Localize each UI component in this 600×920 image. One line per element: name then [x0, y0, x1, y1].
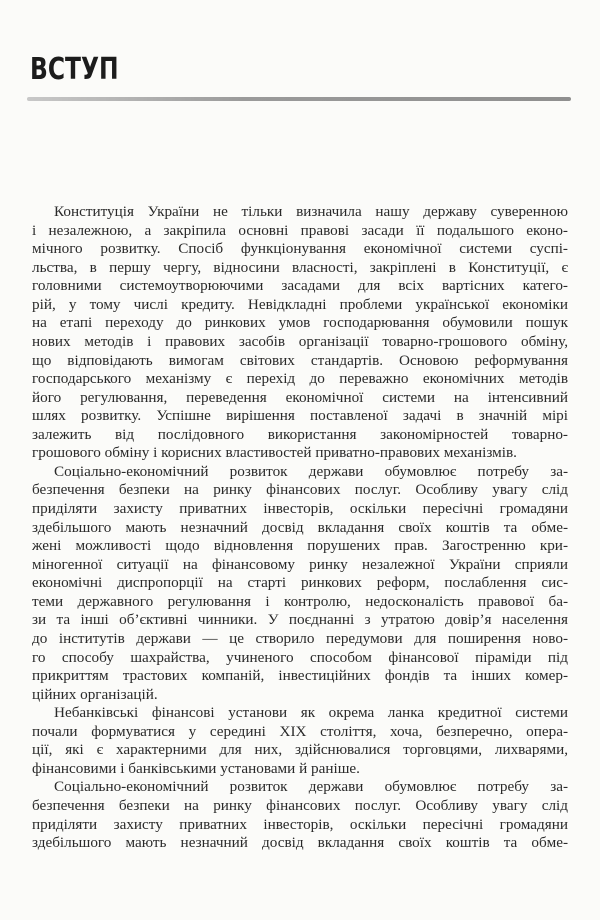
text-line: ційних організацій. — [32, 685, 158, 703]
body-text — [32, 203, 568, 853]
text-line: залежить від послідовного використання закономірностей товарно- — [32, 425, 568, 443]
text-line: льства, в першу чергу, відносини власності, закріплені в Конституції, є — [32, 258, 568, 276]
text-line: жені можливості щодо відновлення порушених прав. Загостренню кри- — [32, 537, 568, 555]
text-line: рій, у тому числі кредиту. Невідкладні проблеми української економіки — [32, 295, 568, 313]
text-line: Небанківські фінансові установи як окрема ланка кредитної системи — [54, 704, 568, 722]
text-line: здебільшого мають незначний досвід вкладання своїх коштів та обме- — [32, 518, 568, 536]
text-line: шлях розвитку. Успішне вирішення поставленої задачі в значній мірі — [32, 407, 568, 425]
text-line: до інститутів держави — це створило передумови для поширення ново- — [32, 629, 568, 647]
paragraph — [32, 704, 568, 778]
text-line: нових методів і правових засобів організації товарно-грошового обміну, — [32, 332, 568, 350]
text-line: міногенної ситуації на фінансовому ринку незалежної України сприяли — [32, 555, 568, 573]
text-line: головними системоутворюючими засадами для всіх вартісних катего- — [32, 277, 568, 295]
text-line: теми державного регулювання і контролю, недосконалість правової ба- — [32, 592, 568, 610]
text-line: його регулювання, переведення економічної системи на інтенсивний — [32, 388, 568, 406]
title-divider — [27, 97, 571, 101]
text-line: безпечення безпеки на ринку фінансових послуг. Особливу увагу слід — [32, 797, 568, 814]
text-line: безпечення безпеки на ринку фінансових послуг. Особливу увагу слід — [32, 481, 568, 499]
text-line: на етапі переходу до ринкових умов господарювання обумовили пошук — [32, 314, 568, 332]
text-line: ції, які є характерними для них, здійснювалися торговцями, лихварями, — [32, 741, 568, 759]
paragraph — [32, 778, 568, 852]
chapter-title: ВСТУП — [30, 52, 119, 87]
text-line: приділяти захисту приватних інвесторів, оскільки пересічні громадяни — [32, 500, 568, 517]
text-line: прикриттям трастових компаній, інвестиційних фондів та інших комер- — [32, 667, 568, 685]
text-line: і незалежною, а закріпила основні правові засади її подальшого еконо- — [32, 221, 568, 239]
text-line: мічного розвитку. Спосіб функціонування економічної системи суспі- — [32, 240, 568, 258]
text-line: грошового обміну і корисних властивостей приватно-правових механізмів. — [32, 444, 517, 462]
text-line: Соціально-економічний розвиток держави обумовлює потребу за- — [54, 778, 568, 796]
text-line: зи та інші об’єктивні чинники. У поєднанні з утратою довір’я населення — [32, 611, 568, 629]
text-line: економічні диспропорції на старті ринкових реформ, послаблення сис- — [32, 574, 568, 592]
text-line: Соціально-економічний розвиток держави обумовлює потребу за- — [54, 462, 568, 480]
paragraph — [32, 463, 568, 704]
text-line: го способу шахрайства, учиненого способом фінансової піраміди під — [32, 648, 568, 666]
text-line: фінансовими і банківськими установами й раніше. — [32, 759, 360, 777]
text-line: Конституція України не тільки визначила нашу державу суверенною — [54, 203, 568, 220]
text-line: що відповідають вимогам світових стандартів. Основою реформування — [32, 351, 568, 369]
text-line: приділяти захисту приватних інвесторів, оскільки пересічні громадяни — [32, 815, 568, 833]
text-line: здебільшого мають незначний досвід вкладання своїх коштів та обме- — [32, 834, 568, 852]
paragraph — [32, 203, 568, 463]
text-line: почали формуватися у середині XIX століття, хоча, безперечно, опера- — [32, 722, 568, 740]
text-line: господарського механізму є перехід до переважно економічних методів — [32, 370, 568, 388]
